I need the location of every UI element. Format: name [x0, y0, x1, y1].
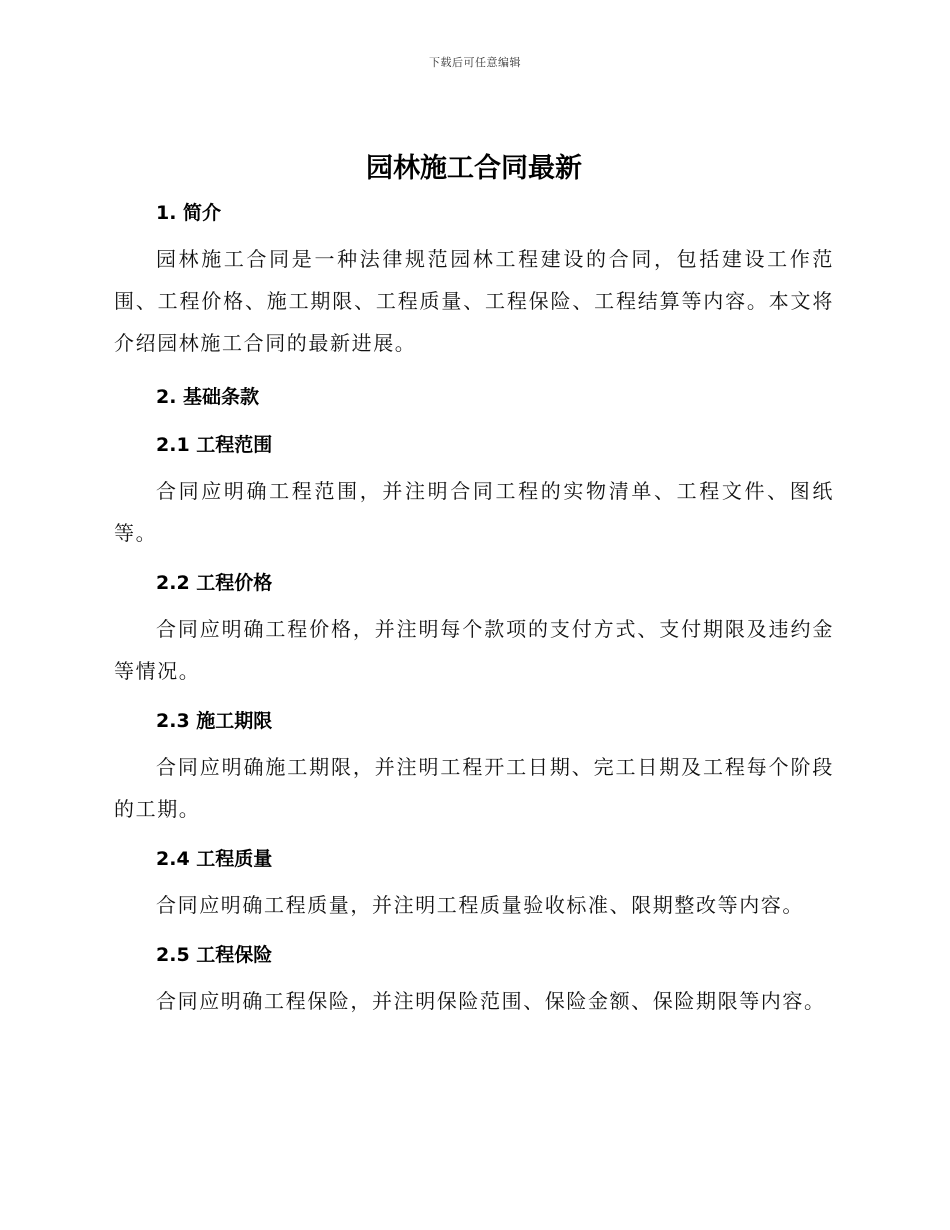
paragraph-insurance: 合同应明确工程保险，并注明保险范围、保险金额、保险期限等内容。	[156, 989, 826, 1013]
section-heading-basic-terms: 2. 基础条款	[156, 386, 260, 408]
subsection-heading-period: 2.3 施工期限	[156, 710, 273, 732]
paragraph-price: 合同应明确工程价格，并注明每个款项的支付方式、支付期限及违约金等情况。	[114, 617, 834, 683]
subsection-heading-insurance: 2.5 工程保险	[156, 944, 273, 966]
paragraph-scope: 合同应明确工程范围，并注明合同工程的实物清单、工程文件、图纸等。	[114, 479, 834, 545]
document-title: 园林施工合同最新	[366, 153, 582, 184]
page-header-note: 下载后可任意编辑	[429, 56, 521, 69]
subsection-heading-price: 2.2 工程价格	[156, 572, 273, 594]
subsection-heading-quality: 2.4 工程质量	[156, 848, 273, 870]
section-heading-intro: 1. 简介	[156, 202, 222, 224]
paragraph-intro: 园林施工合同是一种法律规范园林工程建设的合同，包括建设工作范围、工程价格、施工期限、工程质量、工程保险、工程结算等内容。本文将介绍园林施工合同的最新进展。	[114, 247, 834, 355]
paragraph-quality: 合同应明确工程质量，并注明工程质量验收标准、限期整改等内容。	[156, 893, 804, 917]
paragraph-period: 合同应明确施工期限，并注明工程开工日期、完工日期及工程每个阶段的工期。	[114, 755, 834, 821]
subsection-heading-scope: 2.1 工程范围	[156, 434, 273, 456]
document-body	[114, 150, 834, 1022]
